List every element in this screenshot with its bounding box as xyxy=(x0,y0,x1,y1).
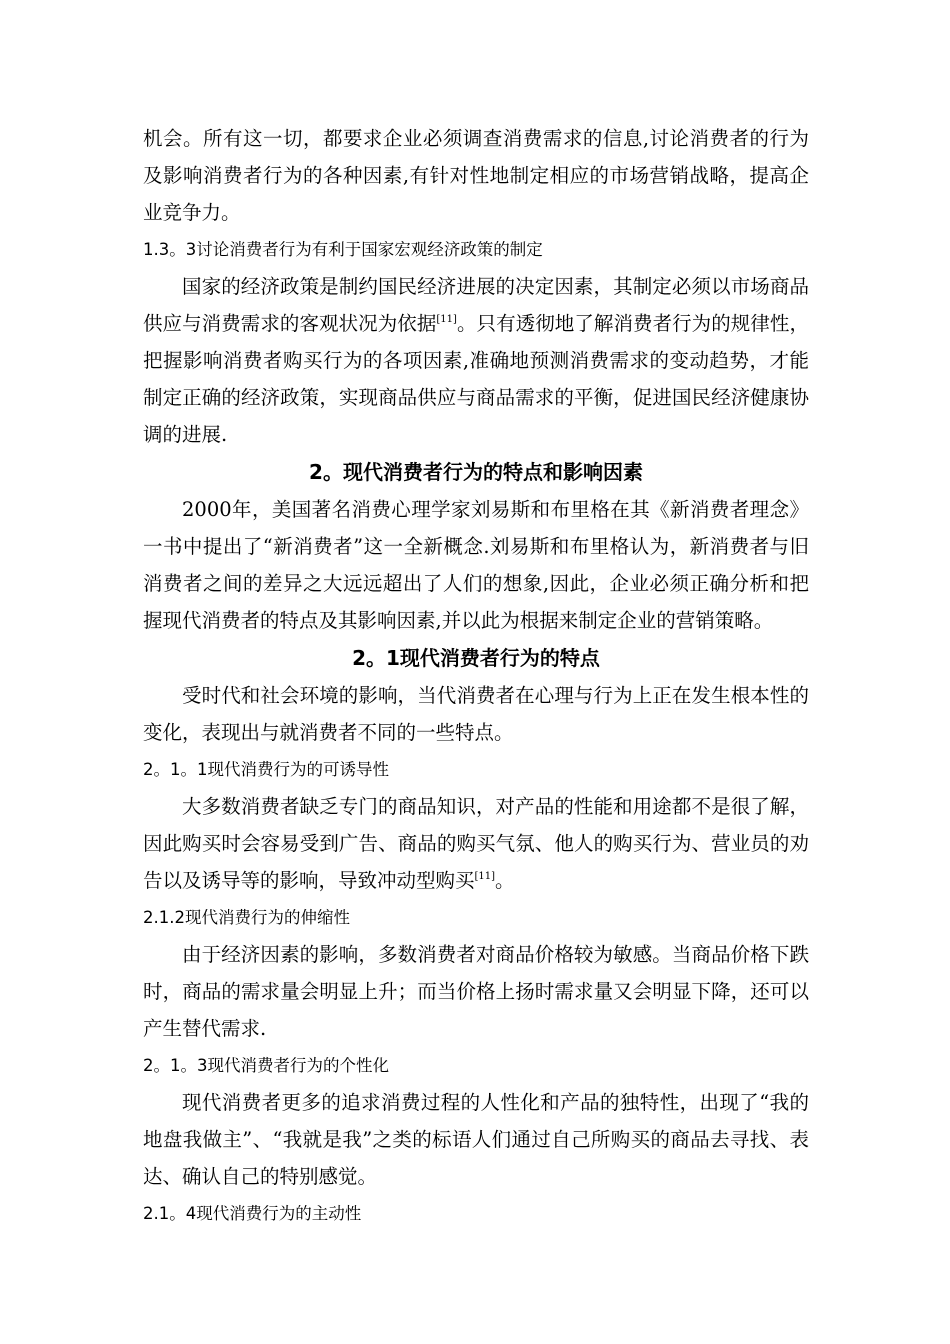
heading-2-1-3: 2。1。3现代消费者行为的个性化 xyxy=(143,1056,389,1075)
paragraph-2-1-1-text-a: 大多数消费者缺乏专门的商品知识，对产品的性能和用途都不是很了解，因此购买时会容易受到广告、商品的购买气氛、他人的购买行为、营业员的劝告以及诱导等的影响，导致冲动型购买 xyxy=(143,795,809,892)
heading-1-3-3: 1.3。3讨论消费者行为有利于国家宏观经济政策的制定 xyxy=(143,240,543,259)
citation-11: [11] xyxy=(436,314,457,325)
paragraph-2-1-1-text-b: 。 xyxy=(495,869,515,892)
paragraph-1-3-3 xyxy=(143,268,809,453)
heading-2-1-1: 2。1。1现代消费行为的可诱导性 xyxy=(143,760,389,779)
paragraph-2-1-2: 由于经济因素的影响，多数消费者对商品价格较为敏感。当商品价格下跌时，商品的需求量会明显上升；而当价格上扬时需求量又会明显下降，还可以产生替代需求. xyxy=(143,943,809,1040)
citation-11: [11] xyxy=(474,871,496,882)
heading-2: 2。现代消费者行为的特点和影响因素 xyxy=(309,460,643,484)
paragraph-2-1-3: 现代消费者更多的追求消费过程的人性化和产品的独特性，出现了“我的地盘我做主”、“我就是我”之类的标语人们通过自己所购买的商品去寻找、表达、确认自己的特别感觉。 xyxy=(143,1091,809,1188)
paragraph-1-3-3-text-a: 国家的经济政策是制约国民经济进展的决定因素，其制定必须以市场商品供应与消费需求的客观状况为依据 xyxy=(143,275,809,335)
paragraph-2-1: 受时代和社会环境的影响，当代消费者在心理与行为上正在发生根本性的变化，表现出与就消费者不同的一些特点。 xyxy=(143,684,809,744)
heading-2-1-4: 2.1。4现代消费行为的主动性 xyxy=(143,1204,362,1223)
paragraph-intro: 机会。所有这一切，都要求企业必须调查消费需求的信息,讨论消费者的行为及影响消费者行为的各种因素,有针对性地制定相应的市场营销战略，提高企业竞争力。 xyxy=(143,127,809,224)
heading-2-1-2: 2.1.2现代消费行为的伸缩性 xyxy=(143,908,350,927)
document-page xyxy=(143,120,809,1232)
heading-2-1: 2。1现代消费者行为的特点 xyxy=(352,646,600,670)
paragraph-1-3-3-text-b: 。只有透彻地了解消费者行为的规律性，把握影响消费者购买行为的各项因素,准确地预测消费需求的变动趋势，才能制定正确的经济政策，实现商品供应与商品需求的平衡，促进国民经济健康协调的进展. xyxy=(143,312,809,446)
paragraph-2: 2000年，美国著名消费心理学家刘易斯和布里格在其《新消费者理念》一书中提出了“新消费者”这一全新概念.刘易斯和布里格认为，新消费者与旧消费者之间的差异之大远远超出了人们的想象,因此，企业必须正确分析和把握现代消费者的特点及其影响因素,并以此为根据来制定企业的营销策略。 xyxy=(143,498,809,632)
paragraph-2-1-1 xyxy=(143,788,809,899)
